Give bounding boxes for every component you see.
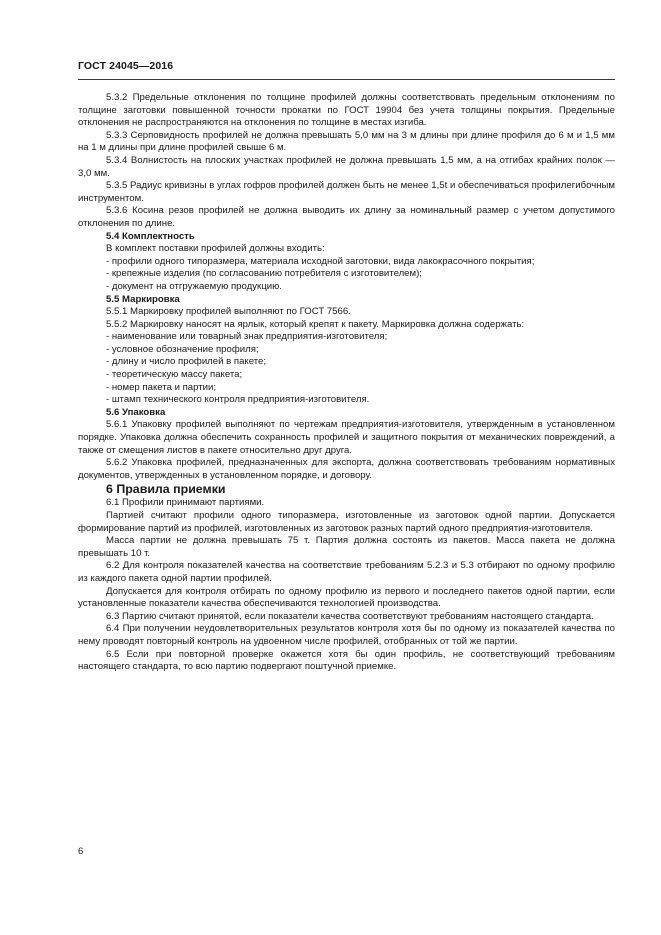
paragraph: 5.3.5 Радиус кривизны в углах гофров профилей должен быть не менее 1,5t и обеспечиваться профилегибочным инструментом. bbox=[78, 180, 615, 204]
list-item: - профили одного типоразмера, материала исходной заготовки, вида лакокрасочного покрытия; bbox=[106, 255, 535, 267]
paragraph: 5.5.1 Маркировку профилей выполняют по ГОСТ 7566. bbox=[106, 306, 351, 318]
section-heading: 5.4 Комплектность bbox=[106, 230, 195, 242]
paragraph: 5.6.2 Упаковка профилей, предназначенных для экспорта, должна соответствовать требованиям нормативных документов, утвержденных в установленном порядке, и договору. bbox=[78, 457, 615, 481]
paragraph: 5.3.3 Серповидность профилей не должна превышать 5,0 мм на 3 м длины при длине профиля до 6 м и 1,5 мм на 1 м длины при длине профилей свыше 6 м. bbox=[78, 129, 615, 154]
section-heading: 5.5 Маркировка bbox=[106, 293, 180, 305]
paragraph: 6.3 Партию считают принятой, если показатели качества соответствуют требованиям настоящего стандарта. bbox=[106, 610, 594, 622]
document-page bbox=[78, 0, 615, 935]
paragraph: В комплект поставки профилей должны входить: bbox=[106, 243, 325, 255]
list-item: - крепежные изделия (по согласованию потребителя с изготовителем); bbox=[106, 268, 422, 280]
paragraph: 6.2 Для контроля показателей качества на соответствие требованиям 5.2.3 и 5.3 отбирают по одному профилю из каждого пакета одной партии профилей. bbox=[78, 560, 615, 584]
paragraph: 5.3.4 Волнистость на плоских участках профилей не должна превышать 1,5 мм, а на отгибах крайних полок — 3,0 мм. bbox=[78, 154, 615, 179]
paragraph: Партией считают профили одного типоразмера, изготовленные из заготовок одной партии. Допускается формирование партий из профилей, изготовленных из заготовок разных партий одного предприятия-изготовителя. bbox=[78, 510, 615, 534]
header-divider bbox=[78, 79, 615, 80]
list-item: - условное обозначение профиля; bbox=[106, 343, 259, 355]
list-item: - штамп технического контроля предприятия-изготовителя. bbox=[106, 394, 370, 406]
paragraph: 5.5.2 Маркировку наносят на ярлык, который крепят к пакету. Маркировка должна содержать: bbox=[106, 318, 525, 330]
paragraph: 5.3.2 Предельные отклонения по толщине профилей должны соответствовать предельным отклонениям по толщине заготовки повышенной точности прокатки по ГОСТ 19904 без учета толщины покрытия. Предельные отклонения не распространяются на отклонения по толщине в местах изгиба. bbox=[78, 92, 615, 129]
paragraph: 5.6.1 Упаковку профилей выполняют по чертежам предприятия-изготовителя, утвержденным в установленном порядке. Упаковка должна обеспечить сохранность профилей и защитного покрытия от механических повреждений, а также от смещения листов в пакете относительно друг друга. bbox=[78, 419, 615, 456]
section-5-5 bbox=[78, 294, 615, 407]
paragraph: Допускается для контроля отбирать по одному профилю из первого и последнего пакетов одной партии, если установленные показатели качества обеспечиваются технологией производства. bbox=[78, 585, 615, 610]
section-5-4 bbox=[78, 231, 615, 294]
list-item: - наименование или товарный знак предприятия-изготовителя; bbox=[106, 331, 388, 343]
page-number: 6 bbox=[78, 846, 84, 857]
section-5-3 bbox=[78, 92, 615, 231]
list-item: - теоретическую массу пакета; bbox=[106, 369, 243, 381]
section-heading: 5.6 Упаковка bbox=[106, 406, 166, 418]
document-header: ГОСТ 24045—2016 bbox=[78, 60, 174, 72]
section-5-6 bbox=[78, 407, 615, 483]
chapter-6 bbox=[78, 482, 615, 673]
document-body bbox=[78, 92, 615, 674]
paragraph: 5.3.6 Косина резов профилей не должна выводить их длину за номинальный размер с учетом допустимого отклонения по длине. bbox=[78, 205, 615, 229]
chapter-heading: 6 Правила приемки bbox=[106, 482, 226, 497]
paragraph: 6.5 Если при повторной проверке окажется хотя бы один профиль, не соответствующий требованиям настоящего стандарта, то всю партию подвергают поштучной приемке. bbox=[78, 648, 615, 673]
list-item: - длину и число профилей в пакете; bbox=[106, 356, 267, 368]
list-item: - номер пакета и партии; bbox=[106, 381, 217, 393]
paragraph: 6.1 Профили принимают партиями. bbox=[106, 497, 265, 509]
paragraph: Масса партии не должна превышать 75 т. Партия должна состоять из пакетов. Масса пакета не должна превышать 10 т. bbox=[78, 535, 615, 559]
list-item: - документ на отгружаемую продукцию. bbox=[106, 280, 282, 292]
paragraph: 6.4 При получении неудовлетворительных результатов контроля хотя бы по одному из показателей качества по нему проводят повторный контроль на удвоенном числе профилей, отобранных от той же партии. bbox=[78, 623, 615, 647]
